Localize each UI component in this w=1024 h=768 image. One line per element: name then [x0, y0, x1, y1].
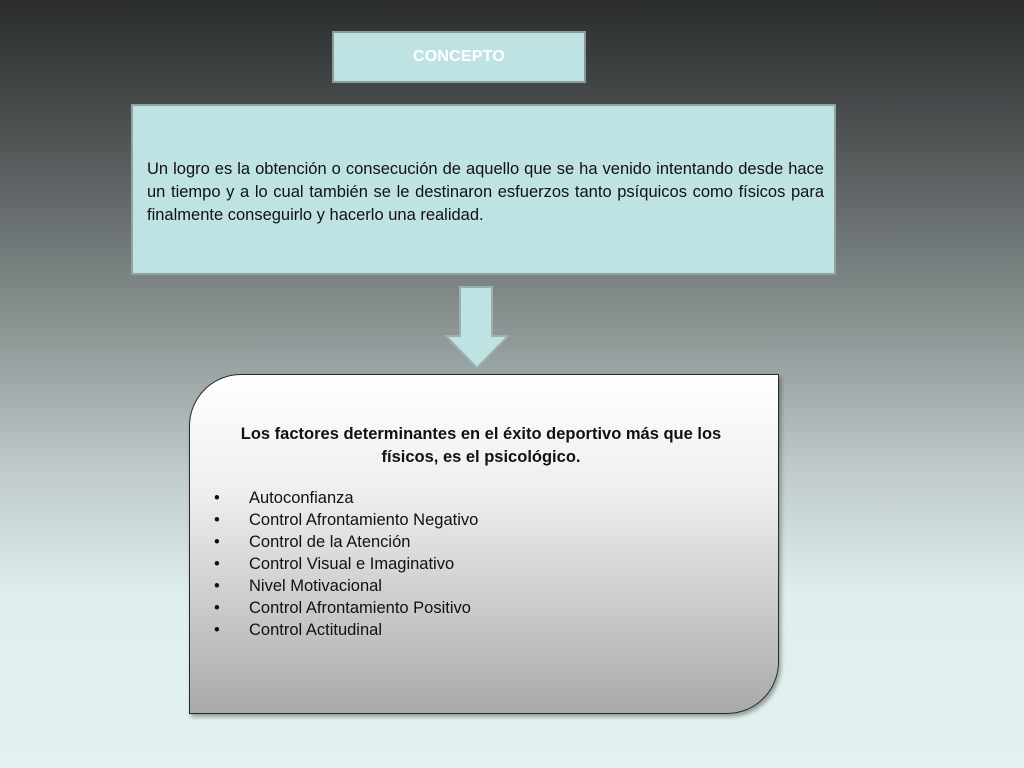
list-item	[214, 531, 748, 553]
bullet: •	[214, 599, 220, 617]
list-item-label: Autoconfianza	[249, 489, 354, 507]
list-item-label: Control de la Atención	[249, 533, 411, 551]
bullet: •	[214, 555, 220, 573]
list-item	[214, 575, 748, 597]
bullet: •	[214, 533, 220, 551]
factors-heading: Los factores determinantes en el éxito deportivo más que los físicos, es el psicológico.	[240, 425, 722, 466]
bullet: •	[214, 577, 220, 595]
concept-title: CONCEPTO	[413, 48, 505, 65]
list-item	[214, 487, 748, 509]
concept-definition-text: Un logro es la obtención o consecución de aquello que se ha venido intentando desde hace un tiempo y a lo cual también se le destinaron esfuerzos tanto psíquicos como físicos para finalmente conseguirlo y hacerlo una realidad.	[147, 160, 824, 224]
concept-title-box	[332, 31, 586, 83]
bullet: •	[214, 621, 220, 639]
list-item-label: Control Afrontamiento Positivo	[249, 599, 471, 617]
list-item-label: Control Afrontamiento Negativo	[249, 511, 479, 529]
factors-list	[214, 487, 748, 641]
factors-box	[189, 374, 779, 714]
list-item-label: Control Actitudinal	[249, 621, 382, 639]
concept-definition-box	[131, 104, 836, 275]
list-item	[214, 553, 748, 575]
list-item	[214, 597, 748, 619]
bullet: •	[214, 511, 220, 529]
bullet: •	[214, 489, 220, 507]
list-item-label: Nivel Motivacional	[249, 577, 382, 595]
list-item	[214, 619, 748, 641]
down-arrow-icon	[444, 286, 510, 370]
list-item-label: Control Visual e Imaginativo	[249, 555, 455, 573]
list-item	[214, 509, 748, 531]
